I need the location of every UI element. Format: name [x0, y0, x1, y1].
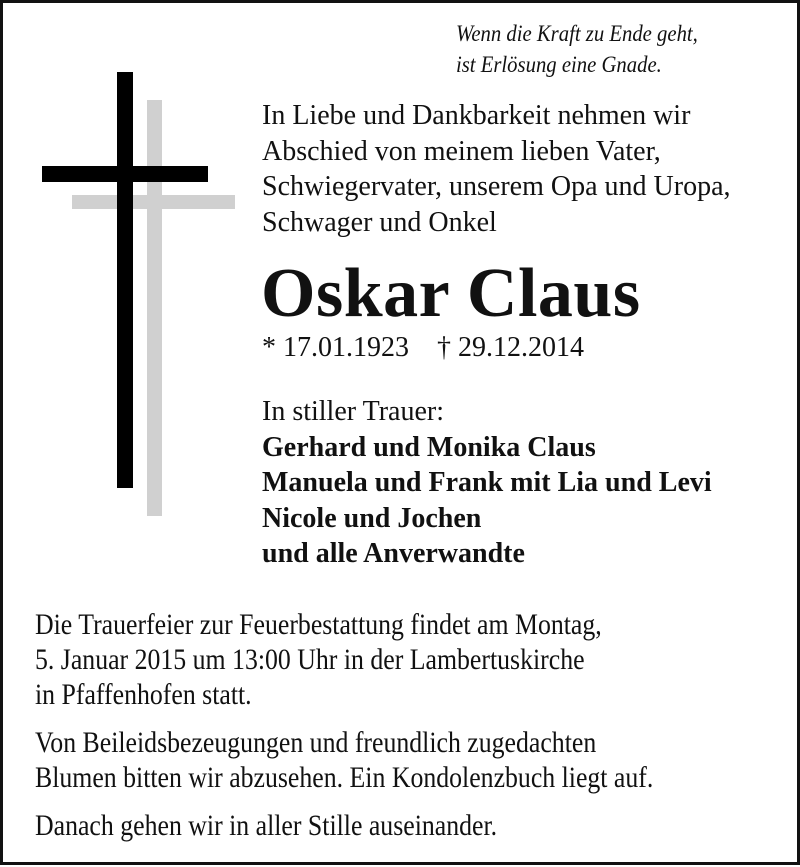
death-date: 29.12.2014: [458, 332, 584, 363]
intro-line: Abschied von meinem lieben Vater,: [262, 135, 661, 167]
life-dates: [262, 331, 584, 365]
intro-line: Schwiegervater, unserem Opa und Uropa,: [262, 171, 731, 202]
cross-horizontal: [42, 166, 208, 182]
mourner-entry: Gerhard und Monika Claus: [262, 431, 596, 463]
death-cross-icon: †: [437, 332, 451, 363]
cross-shadow-horizontal: [72, 195, 235, 209]
funeral-info: [35, 607, 800, 712]
intro-line: In Liebe und Dankbarkeit nehmen wir: [262, 100, 691, 131]
notice-line: in Pfaffenhofen statt.: [35, 678, 252, 711]
intro-text: [262, 98, 800, 240]
cross-vertical: [117, 72, 133, 488]
motto-quote: [456, 18, 753, 80]
motto-line: ist Erlösung eine Gnade.: [456, 52, 662, 77]
mourner-entry: und alle Anverwandte: [262, 538, 525, 569]
birth-symbol: *: [262, 332, 276, 363]
motto-line: Wenn die Kraft zu Ende geht,: [456, 21, 698, 46]
intro-line: Schwager und Onkel: [262, 206, 497, 238]
notice-line: Von Beileidsbezeugungen und freundlich zugedachten: [35, 726, 597, 759]
notice-line: 5. Januar 2015 um 13:00 Uhr in der Lambertuskirche: [35, 643, 585, 676]
birth-date: 17.01.1923: [283, 332, 409, 363]
closing-info: [35, 808, 800, 843]
funeral-notice: [35, 607, 800, 843]
notice-line: Danach gehen wir in aller Stille auseinander.: [35, 809, 498, 842]
mourner-entry: Manuela und Frank mit Lia und Levi: [262, 467, 712, 498]
mourners-heading: In stiller Trauer:: [262, 396, 444, 427]
cross-shadow-vertical: [147, 100, 162, 516]
mourner-entry: Nicole und Jochen: [262, 502, 482, 534]
deceased-name: Oskar Claus: [261, 255, 641, 332]
mourners-list: [262, 394, 712, 572]
notice-line: Blumen bitten wir abzusehen. Ein Kondolenzbuch liegt auf.: [35, 761, 654, 794]
condolence-info: [35, 725, 800, 795]
notice-line: Die Trauerfeier zur Feuerbestattung findet am Montag,: [35, 608, 602, 641]
